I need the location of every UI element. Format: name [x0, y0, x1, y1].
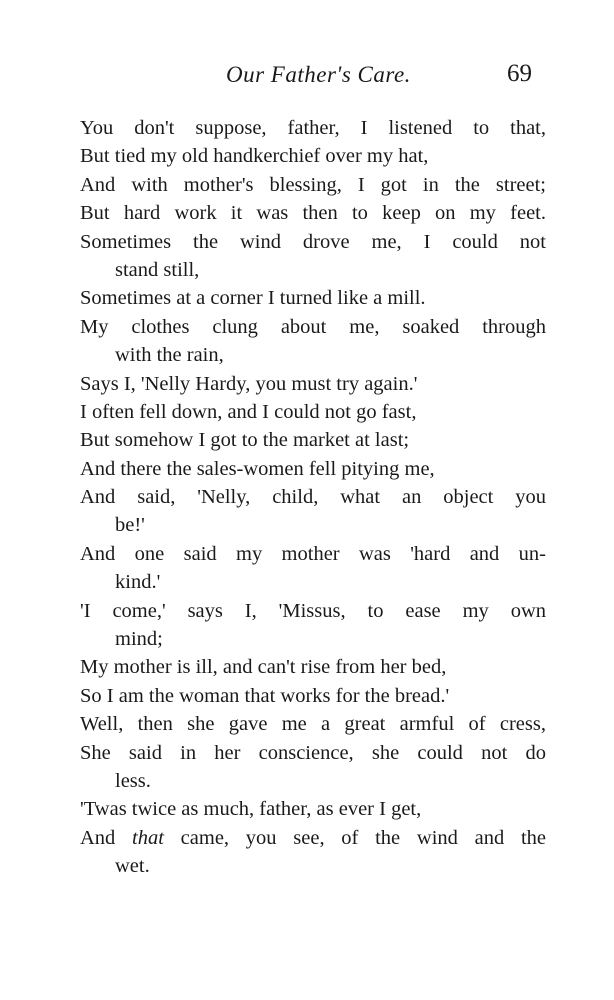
poem-line: My mother is ill, and can't rise from her bed,	[80, 656, 447, 679]
page-number: 69	[507, 60, 532, 87]
poem-line: My clothes clung about me, soaked through	[80, 315, 546, 338]
poem-line-continuation: be!'	[115, 514, 145, 537]
poem-line: So I am the woman that works for the bread.'	[80, 684, 450, 707]
poem-line: Sometimes at a corner I turned like a mill.	[80, 287, 426, 310]
poem-line: And said, 'Nelly, child, what an object you	[80, 486, 546, 509]
poem-line-continuation: mind;	[115, 628, 163, 651]
line-text: came, you see, of the wind and the	[163, 826, 546, 849]
poem-line	[80, 824, 546, 852]
poem-line: But tied my old handkerchief over my hat,	[80, 145, 429, 168]
poem-line-continuation: stand still,	[115, 258, 200, 281]
poem-line: I often fell down, and I could not go fast,	[80, 400, 417, 423]
line-text: And	[80, 826, 133, 849]
poem-line: She said in her conscience, she could not do	[80, 741, 546, 764]
poem-line: 'Twas twice as much, father, as ever I get,	[80, 798, 422, 821]
running-head	[80, 58, 550, 94]
poem-line-continuation: wet.	[115, 855, 150, 878]
poem-line-continuation: with the rain,	[115, 344, 224, 367]
poem-line-continuation: less.	[115, 769, 151, 792]
poem-line: Well, then she gave me a great armful of cress,	[80, 713, 546, 736]
poem-line-continuation: kind.'	[115, 571, 161, 594]
poem-line: And one said my mother was 'hard and un-	[80, 542, 546, 565]
running-title: Our Father's Care.	[226, 62, 411, 87]
poem-line: You don't suppose, father, I listened to that,	[80, 117, 546, 139]
poem-line: 'I come,' says I, 'Missus, to ease my own	[80, 599, 546, 622]
poem-line: And there the sales-women fell pitying me,	[80, 457, 435, 480]
poem-line: Sometimes the wind drove me, I could not	[80, 230, 546, 253]
poem-line: But hard work it was then to keep on my feet.	[80, 202, 546, 225]
emphasized-word: that	[132, 826, 164, 849]
poem-line: Says I, 'Nelly Hardy, you must try again.'	[80, 372, 418, 395]
poem-line: And with mother's blessing, I got in the street;	[80, 173, 546, 196]
poem-line: But somehow I got to the market at last;	[80, 429, 410, 452]
poem-body	[80, 114, 546, 881]
